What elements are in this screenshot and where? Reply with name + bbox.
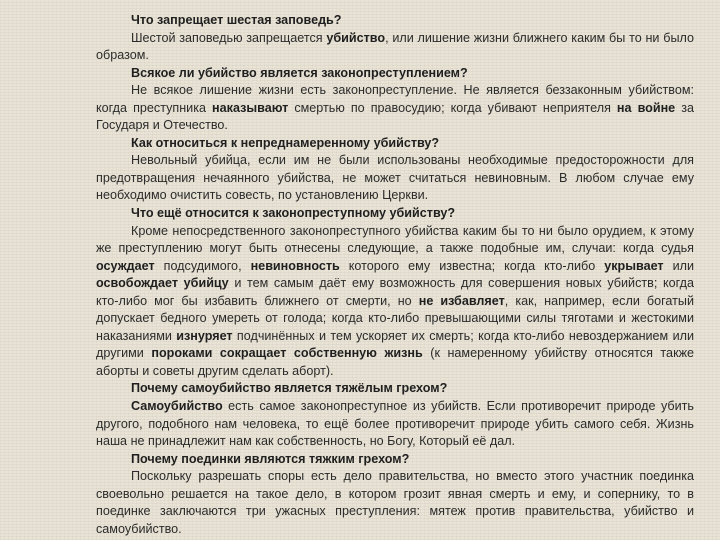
emphasis-text: укрывает [604,258,664,273]
emphasis-text: убийство [326,30,386,45]
document-body [96,12,694,538]
question-heading: Что запрещает шестая заповедь? [131,13,342,27]
answer-paragraph [96,152,694,205]
body-text: есть самое законопреступное из убийств. Если противоречит природе убить другого, подобного нам человека, то ещё более противоречит природе убить самого себя. Жизнь наша не принадлежит нам как собственность, но Богу, Который её дал. [96,399,694,449]
body-text: (к намеренному убийству относятся также аборты и советы другим сделать аборт). [96,346,695,378]
emphasis-text: невиновность [250,258,340,273]
question-heading: Всякое ли убийство является законопреступлением? [131,65,468,80]
question-heading: Почему поединки являются тяжким грехом? [131,451,410,466]
answer-paragraph [96,82,694,135]
question-heading: Что ещё относится к законопреступному убийству? [131,206,456,221]
body-text: и тем самым даёт ему возможность для совершения новых убийств; когда кто-либо мог бы избавить ближнего от смерти, но [96,276,694,308]
answer-paragraph [96,398,694,451]
body-text: , как, например, если богатый допускает бедного умереть от голода; когда кто-либо превышающими силы тяготами и жестокими наказаниями [96,293,695,343]
emphasis-text: не избавляет [418,293,505,308]
emphasis-text: освобождает убийцу [96,276,229,291]
question-heading: Как относиться к непреднамеренному убийству? [131,135,440,150]
body-text: которого ему известна; когда кто-либо [339,258,605,273]
body-text: Поскольку разрешать споры есть дело правительства, но вместо этого участник поединка своевольно решается на такое дело, в котором грозит явная смерть и ему, и сопернику, то в поединке заключаются три ужасных преступления: мятеж против правительства, убийство и самоубийство. [96,469,694,536]
emphasis-text: на войне [616,100,676,115]
emphasis-text: наказывают [212,100,289,115]
body-text: подсудимого, [154,258,251,273]
body-text: смертью по правосудию; когда убивают неприятеля [288,100,617,115]
body-text: за Государя и Отечество. [96,100,694,133]
body-text: Кроме непосредственного законопреступного убийства каким бы то ни было орудием, к этому же преступлению могут быть отнесены следующие, а также подобные им, случаи: когда судья [96,223,694,256]
body-text: , или лишение жизни ближнего каким бы то ни было образом. [96,30,694,63]
body-text: подчинённых и тем ускоряет их смерть; когда кто-либо невоздержанием или другими [96,328,694,361]
body-text: Не всякое лишение жизни есть законопреступление. Не является беззаконным убийством: когда преступника [96,83,694,115]
body-text: Шестой заповедью запрещается [131,30,327,45]
answer-paragraph [96,468,694,538]
emphasis-text: пороками сокращает собственную жизнь [151,346,423,361]
question-heading: Почему самоубийство является тяжёлым грехом? [131,381,448,396]
body-text: или [663,258,695,273]
emphasis-text: осуждает [96,258,155,273]
answer-paragraph [96,223,694,381]
emphasis-text: изнуряет [176,328,233,343]
emphasis-text: Самоубийство [131,399,223,414]
answer-paragraph [96,30,694,65]
body-text: Невольный убийца, если им не были использованы необходимые предосторожности для предотвращения нечаянного убийства, не может считаться невиновным. В любом случае ему необходимо очистить совесть, по установлению Церкви. [96,153,694,203]
